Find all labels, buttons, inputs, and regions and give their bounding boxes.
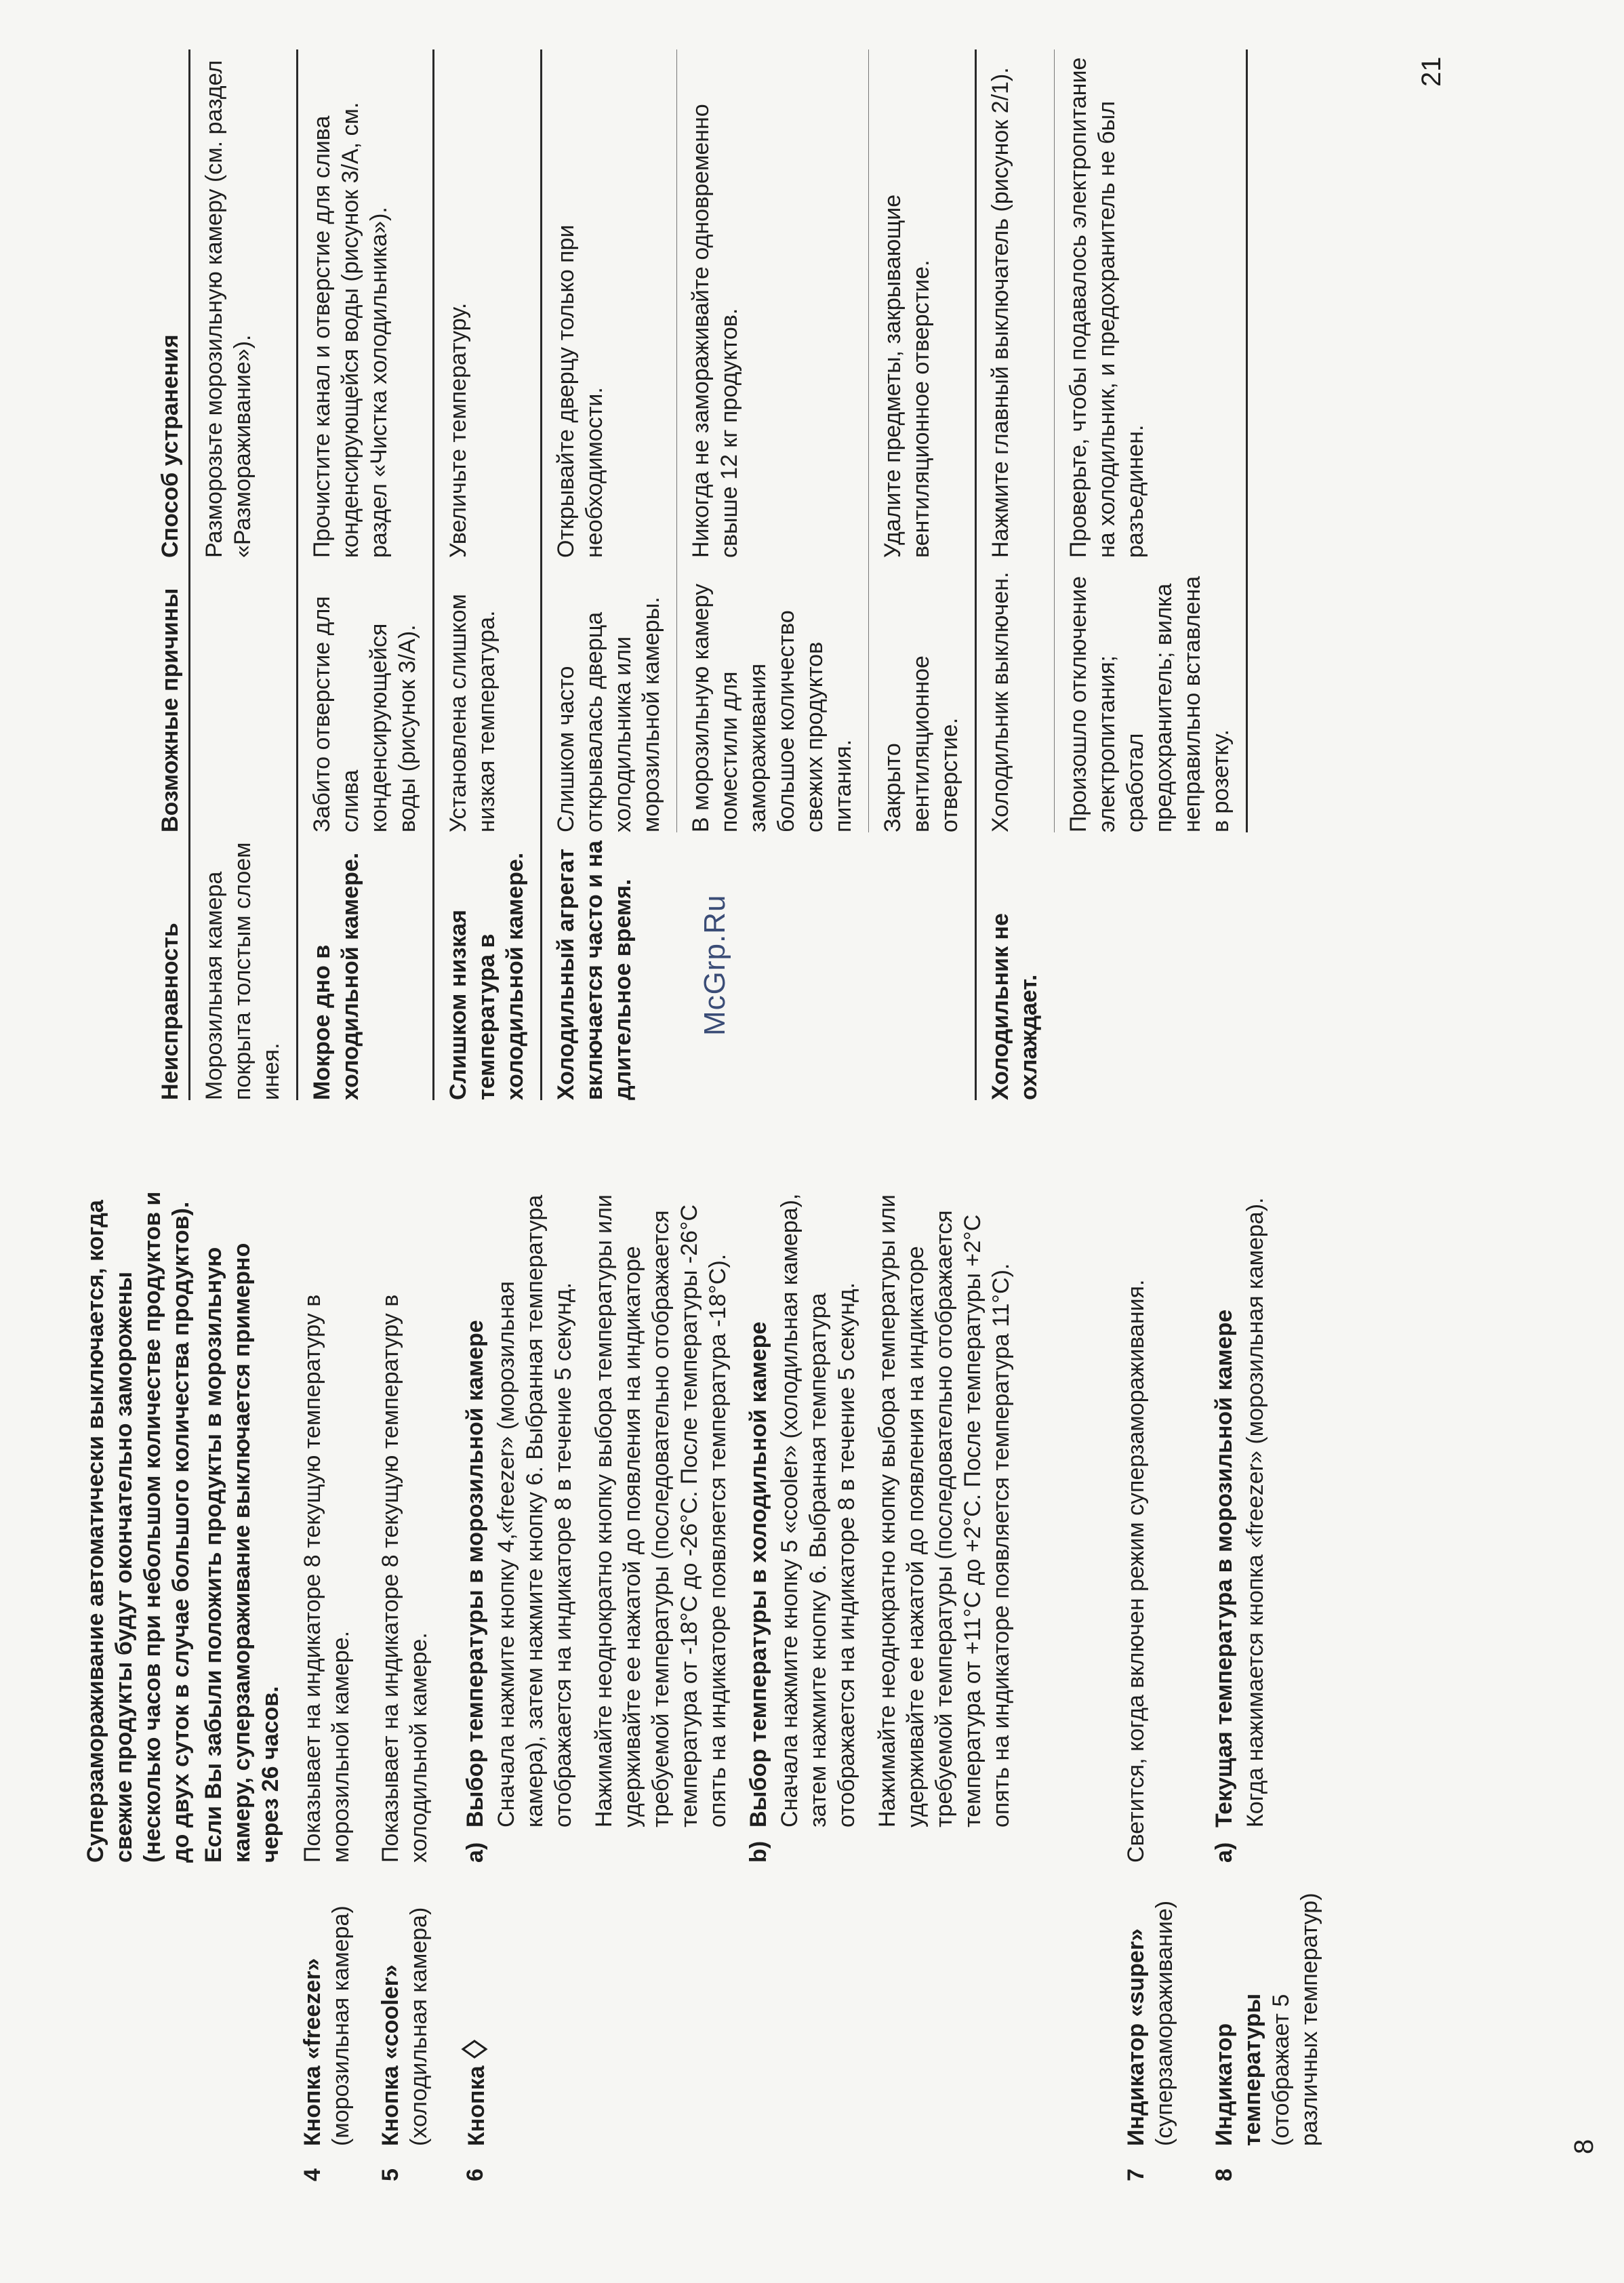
item-number: 7 [1123,2168,1149,2181]
cause-cell: В морозильную камеру поместили для замораживания большое количество свежих продуктов питания. [688,583,856,832]
fault-cell: Холодильный агрегат включается часто и на длительное время. [553,841,636,1100]
item-title: Кнопка «freezer» [300,1958,325,2146]
subsection-a-heading [1210,1185,1238,1863]
item-subtitle: (суперзамораживание) [1152,1900,1177,2146]
item-description: Показывает на индикаторе 8 текущую температуру в морозильной камере. [300,1294,354,1863]
item-title: Кнопка «cooler» [378,1964,403,2146]
item-number: 6 [462,2168,488,2181]
item-title: Индикатор температуры [1211,1993,1265,2146]
item-label [376,1875,433,2146]
subsection-b-heading [744,1185,773,1863]
fix-cell: Никогда не замораживайте одновременно свыше 12 кг продуктов. [688,104,742,558]
item-description: Светится, когда включен режим суперзамораживания. [1123,1279,1149,1863]
fix-cell: Прочистите канал и отверстие для слива конденсирующейся воды (рисунок 3/А, см. раздел «Чистка холодильника»). [309,102,392,558]
cause-cell: Установлена слишком низкая температура. [445,594,500,832]
intro-paragraph-1: Суперзамораживание автоматически выключается, когда свежие продукты будут окончательно заморожены (несколько часов при небольшом количестве продуктов и до двух суток в случае большого количества продуктов). [83,1191,194,1863]
item-number: 8 [1211,2168,1237,2181]
subsection-marker: a) [1211,1842,1237,1863]
item-description [461,1185,1028,1863]
table-header [156,49,190,1100]
item-subtitle: (морозильная камера) [328,1905,354,2146]
left-page [27,1165,1599,2181]
fix-cell: Удалите предметы, закрывающие вентиляционное отверстие. [880,194,934,558]
intro-paragraph-2: Если Вы забыли положить продукты в морозильную камеру, суперзамораживание выключается примерно через 26 часов. [201,1242,283,1863]
table-row [190,49,296,1100]
fault-cell: Холодильник не охлаждает. [988,913,1042,1100]
item-label [461,1875,495,2146]
subsection-a-heading [461,1185,489,1863]
cause-cell: Произошло отключение электропитания; сработал предохранитель; вилка неправильно вставлена в розетку. [1065,575,1234,832]
cause-cell: Холодильник выключен. [988,571,1013,832]
watermark-logo: McGrp.Ru [698,894,731,1036]
subsection-a-paragraph-2: Нажимайте неоднократно кнопку выбора температуры или удерживайте ее нажатой до появления на индикаторе требуемой температуры (последовательно отображается температура от -18°С до -26°С. После температуры -26°С опять на индикаторе появляется температура -18°С). [591,1194,731,1827]
item-subtitle: (холодильная камера) [406,1907,432,2146]
fix-cell: Разморозьте морозильную камеру (см. раздел «Размораживание»). [201,60,256,558]
cause-cell: Закрыто вентиляционное отверстие. [880,655,962,832]
subsection-marker: b) [746,1840,771,1863]
cause-cell: Забито отверстие для слива конденсирующейся воды (рисунок 3/А). [309,596,420,832]
subsection-a-paragraph-1: Когда нажимается кнопка «freezer» (морозильная камера). [1242,1197,1268,1827]
fault-cell: Мокрое дно в холодильной камере. [309,852,363,1100]
item-subtitle: (отображает 5 различных температур) [1268,1893,1322,2146]
item-label [298,1875,355,2146]
item-label [1210,1875,1324,2146]
page-number-left: 8 [1569,2139,1599,2154]
fault-cell: Слишком низкая температура в холодильной камере. [445,852,528,1100]
table-row [1054,49,1248,832]
header-fault: Неисправность [157,923,183,1100]
fix-cell: Проверьте, чтобы подавалось электропитание на холодильник, и предохранитель не был разъединен. [1065,57,1148,558]
subsection-title: Текущая температура в морозильной камере [1211,1309,1237,1827]
subsection-marker: a) [462,1842,488,1863]
table-row [975,49,1054,1100]
table-row [540,49,676,1100]
header-causes: Возможные причины [157,588,183,832]
subsection-b-paragraph-1: Сначала нажмите кнопку 5 «cooler» (холодильная камера), затем нажмите кнопку 6. Выбранная температура отображается на индикаторе 8 в течение 5 секунд. [777,1193,859,1827]
fix-cell: Увеличьте температуру. [445,302,471,558]
item-description: Показывает на индикаторе 8 текущую температуру в холодильной камере. [378,1294,432,1863]
table-row [432,49,540,1100]
cause-cell [200,558,285,832]
table-row [296,49,432,1100]
troubleshooting-table [156,49,1248,1100]
subsection-title: Выбор температуры в морозильной камере [462,1320,488,1827]
subsection-a-paragraph-1: Сначала нажмите кнопку 4,«freezer» (морозильная камера), затем нажмите кнопку 6. Выбранная температура отображается на индикаторе 8 в течение 5 секунд. [493,1194,576,1827]
fix-cell: Нажмите главный выключатель (рисунок 2/1). [988,67,1013,558]
fault-cell: Морозильная камера покрыта толстым слоем инея. [201,842,284,1100]
page-number-right: 21 [1417,56,1446,87]
item-description [1210,1185,1282,1863]
header-fix: Способ устранения [157,334,183,558]
item-number: 4 [300,2168,325,2181]
table-row [676,49,868,832]
table-row [868,49,975,832]
diamond-arrows-icon [461,2039,495,2059]
subsection-title: Выбор температуры в холодильной камере [746,1321,771,1827]
cause-cell: Слишком часто открывалась дверца холодильника или морозильной камеры. [553,597,664,832]
superfreeze-intro [81,1185,289,1863]
item-title: Кнопка [463,2065,489,2146]
item-number: 5 [378,2168,403,2181]
fix-cell: Открывайте дверцу только при необходимости. [553,224,607,558]
item-title: Индикатор «super» [1123,1928,1149,2146]
subsection-b-paragraph-2: Нажимайте неоднократно кнопку выбора температуры или удерживайте ее нажатой до появления на индикаторе требуемой температуры (последовательно отображается температура от +11°С до +2°С. После температуры +2°С опять на индикаторе появляется температура 11°С). [874,1194,1014,1827]
item-label [1122,1875,1179,2146]
